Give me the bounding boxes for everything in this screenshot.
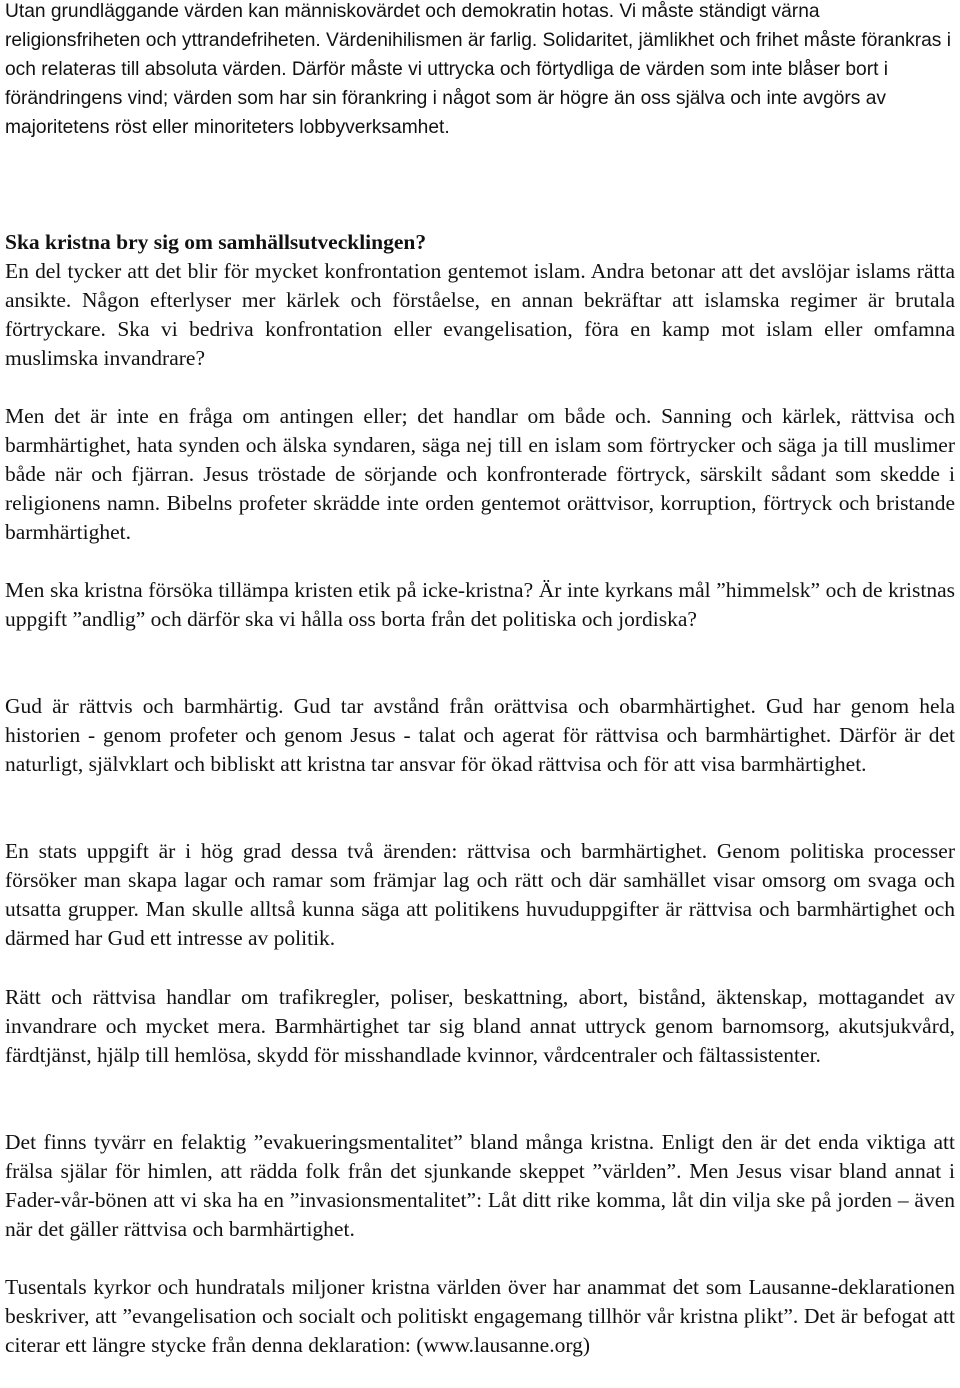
intro-paragraph: Utan grundläggande värden kan människovärdet och demokratin hotas. Vi måste ständigt värna religionsfriheten och yttrandefriheten. Värdenihilismen är farlig. Solidaritet, jämlikhet och frihet måste förankras i och relateras till absoluta värden. Därför måste vi uttrycka och förtydliga de värden som inte blåser bort i förändringens vind; värden som har sin förankring i något som är högre än oss själva och inte avgörs av majoritetens röst eller minoriteters lobbyverksamhet.: [5, 1, 951, 138]
paragraph-2: Men det är inte en fråga om antingen eller; det handlar om både och. Sanning och kärlek, rättvisa och barmhärtighet, hata synden och älska syndaren, säga nej till en islam som förtrycker och säga ja till muslimer både när och fjärran. Jesus tröstade de sörjande och konfronterade förtryck, särskilt sådant som skedde i religionens namn. Bibelns profeter skrädde inte orden gentemot orättvisor, korruption, förtryck och bristande barmhärtighet.: [5, 404, 955, 544]
paragraph-8: Tusentals kyrkor och hundratals miljoner kristna världen över har anammat det som Lausanne-deklarationen beskriver, att ”evangelisation och socialt och politiskt engagemang tillhör vår kristna plikt”. Det är befogat att citerar ett längre stycke från denna deklaration: (www.lausanne.org): [5, 1275, 955, 1357]
paragraph-7: Det finns tyvärr en felaktig ”evakueringsmentalitet” bland många kristna. Enligt den är det enda viktiga att frälsa själar för himlen, att rädda folk från det sjunkande skeppet ”världen”. Men Jesus visar bland annat i Fader-vår-bönen att vi ska ha en ”invasionsmentalitet”: Låt ditt rike komma, låt din vilja ske på jorden – även när det gäller rättvisa och barmhärtighet.: [5, 1130, 955, 1241]
paragraph-4: Gud är rättvis och barmhärtig. Gud tar avstånd från orättvisa och obarmhärtighet. Gud har genom hela historien - genom profeter och genom Jesus - talat och agerat för rättvisa och barmhärtighet. Därför är det naturligt, självklart och bibliskt att kristna tar ansvar för ökad rättvisa och för att visa barmhärtighet.: [5, 694, 955, 776]
paragraph-1: En del tycker att det blir för mycket konfrontation gentemot islam. Andra betonar att det avslöjar islams rätta ansikte. Någon efterlyser mer kärlek och förståelse, en annan bekräftar att islamska regimer är brutala förtryckare. Ska vi bedriva konfrontation eller evangelisation, föra en kamp mot islam eller omfamna muslimska invandrare?: [5, 259, 955, 370]
paragraph-3: Men ska kristna försöka tillämpa kristen etik på icke-kristna? Är inte kyrkans mål ”himmelsk” och de kristnas uppgift ”andlig” och därför ska vi hålla oss borta från det politiska och jordiska?: [5, 578, 955, 631]
paragraph-5: En stats uppgift är i hög grad dessa två ärenden: rättvisa och barmhärtighet. Genom politiska processer försöker man skapa lagar och ramar som främjar lag och rätt och där samhället visar omsorg om svaga och utsatta grupper. Man skulle alltså kunna säga att politikens huvuduppgifter är rättvisa och barmhärtighet och därmed har Gud ett intresse av politik.: [5, 839, 955, 950]
section-heading: Ska kristna bry sig om samhällsutvecklingen?: [5, 230, 427, 254]
paragraph-6: Rätt och rättvisa handlar om trafikregler, poliser, beskattning, abort, bistånd, äktenskap, mottagandet av invandrare och mycket mera. Barmhärtighet tar sig bland annat uttryck genom barnomsorg, akutsjukvård, färdtjänst, hjälp till hemlösa, skydd för misshandlade kvinnor, vårdcentraler och fältassistenter.: [5, 985, 955, 1067]
